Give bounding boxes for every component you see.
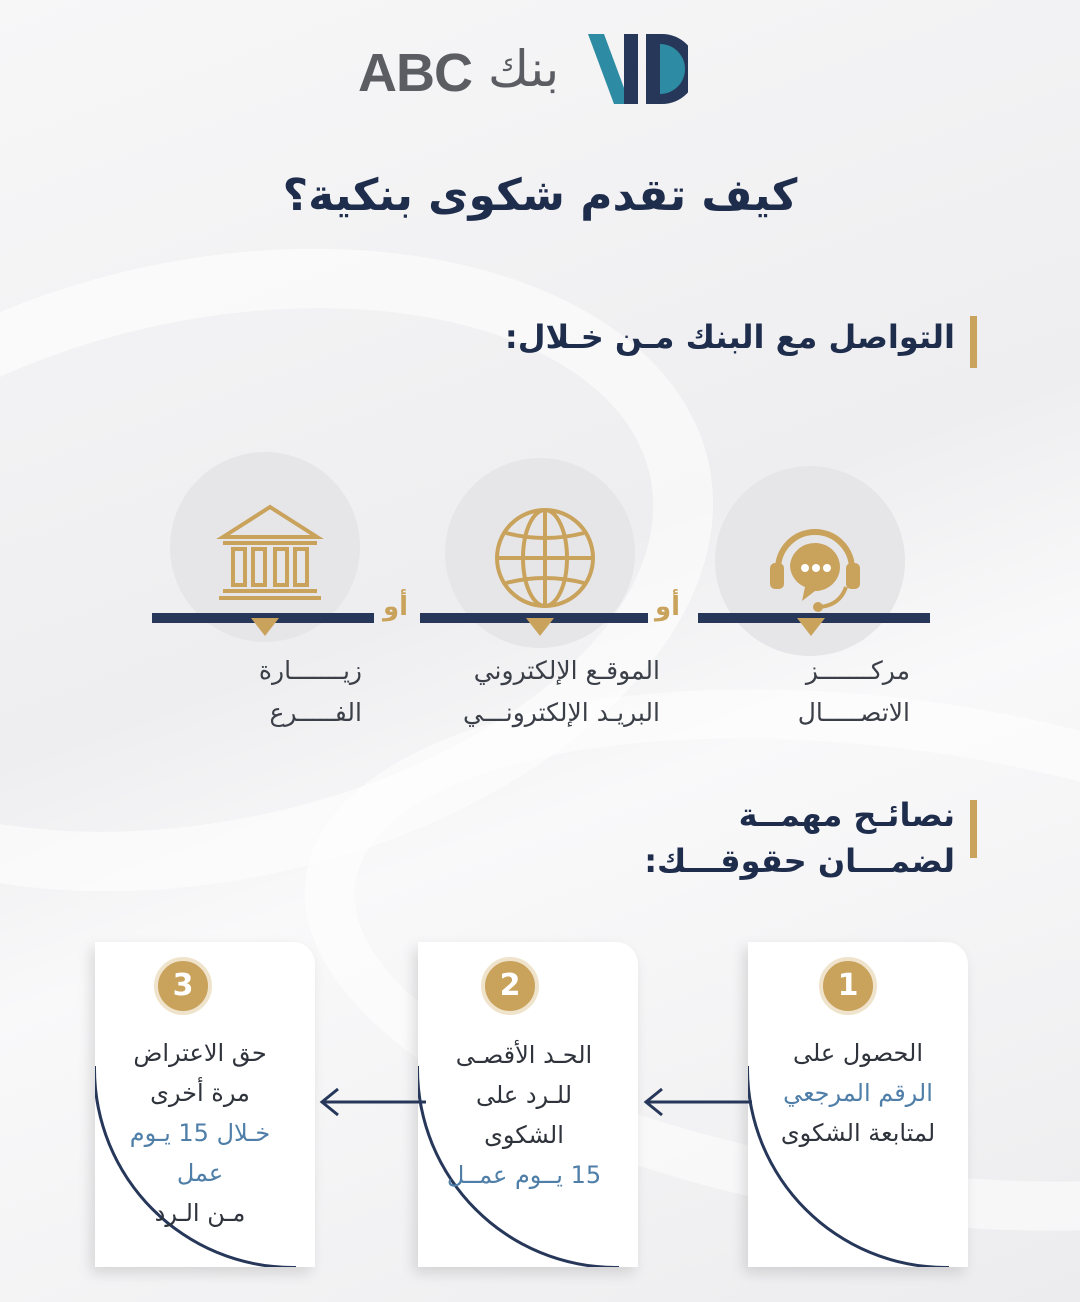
tip-text-1: الحصول على الرقم المرجعي لمتابعة الشكوى: [780, 1039, 936, 1147]
headset-chat-icon: [760, 511, 870, 621]
page-title: كيف تقدم شكوى بنكية؟: [282, 170, 798, 221]
arrow-left-icon: [316, 1086, 426, 1118]
pointer-call-center: [797, 618, 825, 636]
step-badge-3: 3: [154, 957, 212, 1015]
tip-text-2: الحـد الأقصـى للـرد على الشكوى 15 يــوم عمــل: [446, 1041, 602, 1189]
channel-label-branch: زيـــــــارة الفـــــرع: [258, 656, 362, 727]
pointer-branch: [251, 618, 279, 636]
channel-label-website: الموقـع الإلكتروني البريـد الإلكترونـــي: [462, 656, 660, 727]
logo-mark-icon: [588, 34, 688, 104]
contact-heading: التواصل مع البنك مـن خـلال:: [504, 318, 955, 356]
or-label: أو: [655, 592, 681, 622]
logo-arabic-text: بنك: [488, 40, 560, 98]
section-marker: [970, 800, 977, 858]
globe-icon: [490, 503, 600, 613]
abc-bank-logo: [350, 30, 700, 110]
or-label: أو: [383, 592, 409, 622]
step-badge-1: 1: [819, 957, 877, 1015]
bank-building-icon: [215, 497, 325, 607]
tips-heading: نصائـح مهمــة لضمـــان حقوقـــك:: [644, 796, 955, 880]
arrow-left-icon: [640, 1086, 752, 1118]
pointer-website: [526, 618, 554, 636]
channel-label-call-center: مركـــــــز الاتصـــــال: [797, 656, 910, 727]
section-marker: [970, 316, 977, 368]
logo-latin-text: ABC: [358, 43, 472, 103]
tip-text-3: حق الاعتراض مرة أخرى خـلال 15 يـوم عمل مـن الـرد: [129, 1039, 271, 1227]
step-badge-2: 2: [481, 957, 539, 1015]
